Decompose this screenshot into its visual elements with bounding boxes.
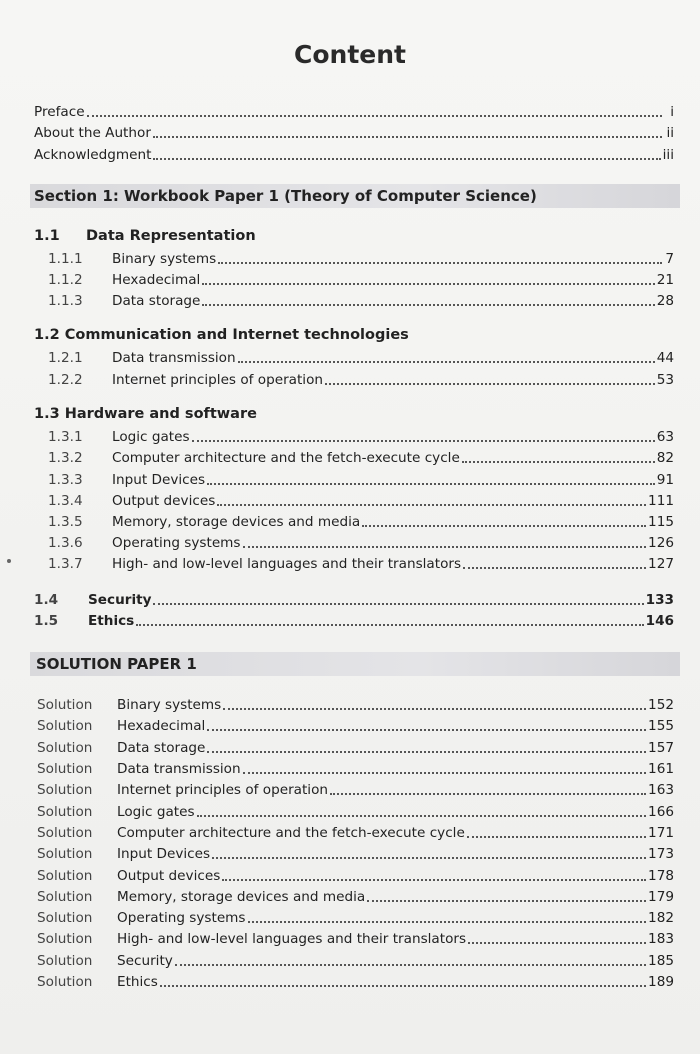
entry-number: Solution [37, 953, 93, 969]
entry-label: Memory, storage devices and media [117, 889, 366, 905]
solution-entry[interactable] [34, 843, 674, 863]
entry-number: 1.3.4 [48, 493, 83, 509]
entry-label: Hexadecimal [112, 272, 201, 288]
solution-entry[interactable] [34, 694, 674, 714]
entry-label: Internet principles of operation [117, 782, 329, 798]
solution-heading: SOLUTION PAPER 1 [36, 655, 197, 673]
entry-number: 1.1.3 [48, 293, 83, 309]
leader-dots [136, 624, 643, 626]
leader-dots [192, 440, 655, 442]
entry-page: 127 [648, 556, 674, 572]
entry-number: Solution [37, 718, 93, 734]
entry-number: 1.2.2 [48, 372, 83, 388]
toc-entry-about-author[interactable] [34, 122, 674, 142]
entry-label: Binary systems [117, 697, 222, 713]
toc-entry[interactable] [34, 426, 674, 446]
solution-entry[interactable] [34, 758, 674, 778]
leader-dots [175, 964, 646, 966]
solution-entry[interactable] [34, 928, 674, 948]
entry-page: 161 [648, 761, 674, 777]
entry-number: Solution [37, 846, 93, 862]
entry-number: 1.5 [34, 613, 59, 629]
leader-dots [153, 603, 643, 605]
page-title: Content [294, 40, 406, 69]
section-1-heading: Section 1: Workbook Paper 1 (Theory of Computer Science) [34, 187, 537, 205]
entry-label: Security [88, 592, 152, 608]
entry-number: Solution [37, 761, 93, 777]
entry-label: Input Devices [117, 846, 211, 862]
entry-page: ii [666, 125, 674, 141]
entry-page: 155 [648, 718, 674, 734]
leader-dots [238, 361, 655, 363]
leader-dots [462, 461, 655, 463]
leader-dots [223, 708, 646, 710]
entry-label: Ethics [88, 613, 135, 629]
entry-label: Input Devices [112, 472, 206, 488]
entry-number: 1.3.2 [48, 450, 83, 466]
solution-entry[interactable] [34, 907, 674, 927]
subsection-1-1-heading: Data Representation [86, 228, 256, 244]
subsection-1-1-number: 1.1 [34, 228, 60, 244]
leader-dots [463, 567, 646, 569]
entry-label: Logic gates [117, 804, 195, 820]
toc-entry-security[interactable] [34, 589, 674, 609]
entry-label: Operating systems [112, 535, 241, 551]
entry-label: Memory, storage devices and media [112, 514, 361, 530]
solution-entry[interactable] [34, 822, 674, 842]
solution-entry[interactable] [34, 950, 674, 970]
entry-number: Solution [37, 910, 93, 926]
entry-page: iii [662, 147, 674, 163]
leader-dots [217, 504, 646, 506]
solution-entry[interactable] [34, 737, 674, 757]
entry-number: Solution [37, 782, 93, 798]
entry-page: 111 [648, 493, 674, 509]
entry-label: High- and low-level languages and their translators [117, 931, 467, 947]
entry-label: Computer architecture and the fetch-execute cycle [112, 450, 460, 466]
entry-label: Acknowledgment [34, 147, 152, 163]
scan-speck [7, 559, 11, 563]
entry-page: 163 [648, 782, 674, 798]
solution-entry[interactable] [34, 715, 674, 735]
entry-page: i [670, 104, 674, 120]
leader-dots [222, 879, 646, 881]
leader-dots [467, 836, 646, 838]
entry-page: 44 [656, 350, 674, 366]
toc-entry-ethics[interactable] [34, 610, 674, 630]
entry-label: Data storage [112, 293, 201, 309]
leader-dots [197, 815, 646, 817]
leader-dots [207, 483, 655, 485]
entry-label: Data transmission [117, 761, 241, 777]
entry-page: 7 [665, 251, 674, 267]
leader-dots [243, 546, 647, 548]
entry-page: 173 [648, 846, 674, 862]
entry-number: Solution [37, 931, 93, 947]
entry-number: Solution [37, 825, 93, 841]
toc-entry[interactable] [34, 469, 674, 489]
leader-dots [218, 262, 662, 264]
toc-entry[interactable] [34, 553, 674, 573]
entry-number: 1.3.6 [48, 535, 83, 551]
entry-page: 179 [648, 889, 674, 905]
entry-label: Output devices [117, 868, 221, 884]
solution-entry[interactable] [34, 779, 674, 799]
entry-label: Hexadecimal [117, 718, 206, 734]
leader-dots [212, 857, 646, 859]
entry-number: 1.3.7 [48, 556, 83, 572]
leader-dots [202, 283, 654, 285]
toc-entry[interactable] [34, 511, 674, 531]
entry-number: Solution [37, 889, 93, 905]
entry-label: Output devices [112, 493, 216, 509]
toc-entry[interactable] [34, 369, 674, 389]
entry-label: Ethics [117, 974, 158, 990]
leader-dots [153, 136, 662, 138]
leader-dots [243, 772, 646, 774]
entry-page: 53 [656, 372, 674, 388]
leader-dots [362, 525, 646, 527]
entry-number: Solution [37, 740, 93, 756]
entry-page: 21 [656, 272, 674, 288]
solution-entry[interactable] [34, 865, 674, 885]
entry-number: Solution [37, 804, 93, 820]
solution-entry[interactable] [34, 801, 674, 821]
entry-page: 182 [648, 910, 674, 926]
entry-label: Logic gates [112, 429, 190, 445]
entry-page: 115 [648, 514, 674, 530]
leader-dots [160, 985, 646, 987]
entry-label: About the Author [34, 125, 151, 141]
entry-label: Computer architecture and the fetch-execute cycle [117, 825, 465, 841]
entry-page: 157 [648, 740, 674, 756]
toc-entry[interactable] [34, 347, 674, 367]
entry-page: 82 [656, 450, 674, 466]
entry-number: Solution [37, 868, 93, 884]
leader-dots [325, 383, 655, 385]
entry-label: Preface [34, 104, 85, 120]
entry-label: Binary systems [112, 251, 217, 267]
toc-entry[interactable] [34, 447, 674, 467]
leader-dots [468, 942, 646, 944]
toc-entry[interactable] [34, 490, 674, 510]
toc-entry[interactable] [34, 290, 674, 310]
entry-page: 126 [648, 535, 674, 551]
leader-dots [248, 921, 647, 923]
entry-page: 178 [648, 868, 674, 884]
entry-number: Solution [37, 697, 93, 713]
entry-page: 28 [656, 293, 674, 309]
entry-page: 185 [648, 953, 674, 969]
entry-label: Data transmission [112, 350, 236, 366]
entry-page: 152 [648, 697, 674, 713]
leader-dots [207, 751, 646, 753]
leader-dots [153, 158, 660, 160]
entry-number: 1.2.1 [48, 350, 83, 366]
entry-number: 1.4 [34, 592, 59, 608]
subsection-1-2-heading: 1.2 Communication and Internet technologies [34, 327, 409, 343]
subsection-1-3-heading: 1.3 Hardware and software [34, 406, 257, 422]
entry-label: Data storage [117, 740, 206, 756]
entry-number: Solution [37, 974, 93, 990]
entry-number: 1.3.3 [48, 472, 83, 488]
leader-dots [367, 900, 646, 902]
leader-dots [207, 729, 646, 731]
entry-page: 171 [648, 825, 674, 841]
solution-entry[interactable] [34, 971, 674, 991]
entry-number: 1.1.1 [48, 251, 83, 267]
entry-page: 91 [656, 472, 674, 488]
entry-label: High- and low-level languages and their translators [112, 556, 462, 572]
entry-page: 63 [656, 429, 674, 445]
leader-dots [202, 304, 654, 306]
entry-label: Internet principles of operation [112, 372, 324, 388]
toc-entry-preface[interactable] [34, 101, 674, 121]
leader-dots [87, 115, 662, 117]
entry-page: 189 [648, 974, 674, 990]
entry-page: 166 [648, 804, 674, 820]
entry-number: 1.1.2 [48, 272, 83, 288]
entry-page: 133 [645, 592, 674, 608]
entry-number: 1.3.1 [48, 429, 83, 445]
entry-page: 146 [645, 613, 674, 629]
toc-entry-acknowledgment[interactable] [34, 144, 674, 164]
toc-entry[interactable] [34, 248, 674, 268]
entry-label: Security [117, 953, 173, 969]
toc-entry[interactable] [34, 269, 674, 289]
entry-number: 1.3.5 [48, 514, 83, 530]
toc-entry[interactable] [34, 532, 674, 552]
entry-label: Operating systems [117, 910, 246, 926]
leader-dots [330, 793, 646, 795]
solution-entry[interactable] [34, 886, 674, 906]
entry-page: 183 [648, 931, 674, 947]
